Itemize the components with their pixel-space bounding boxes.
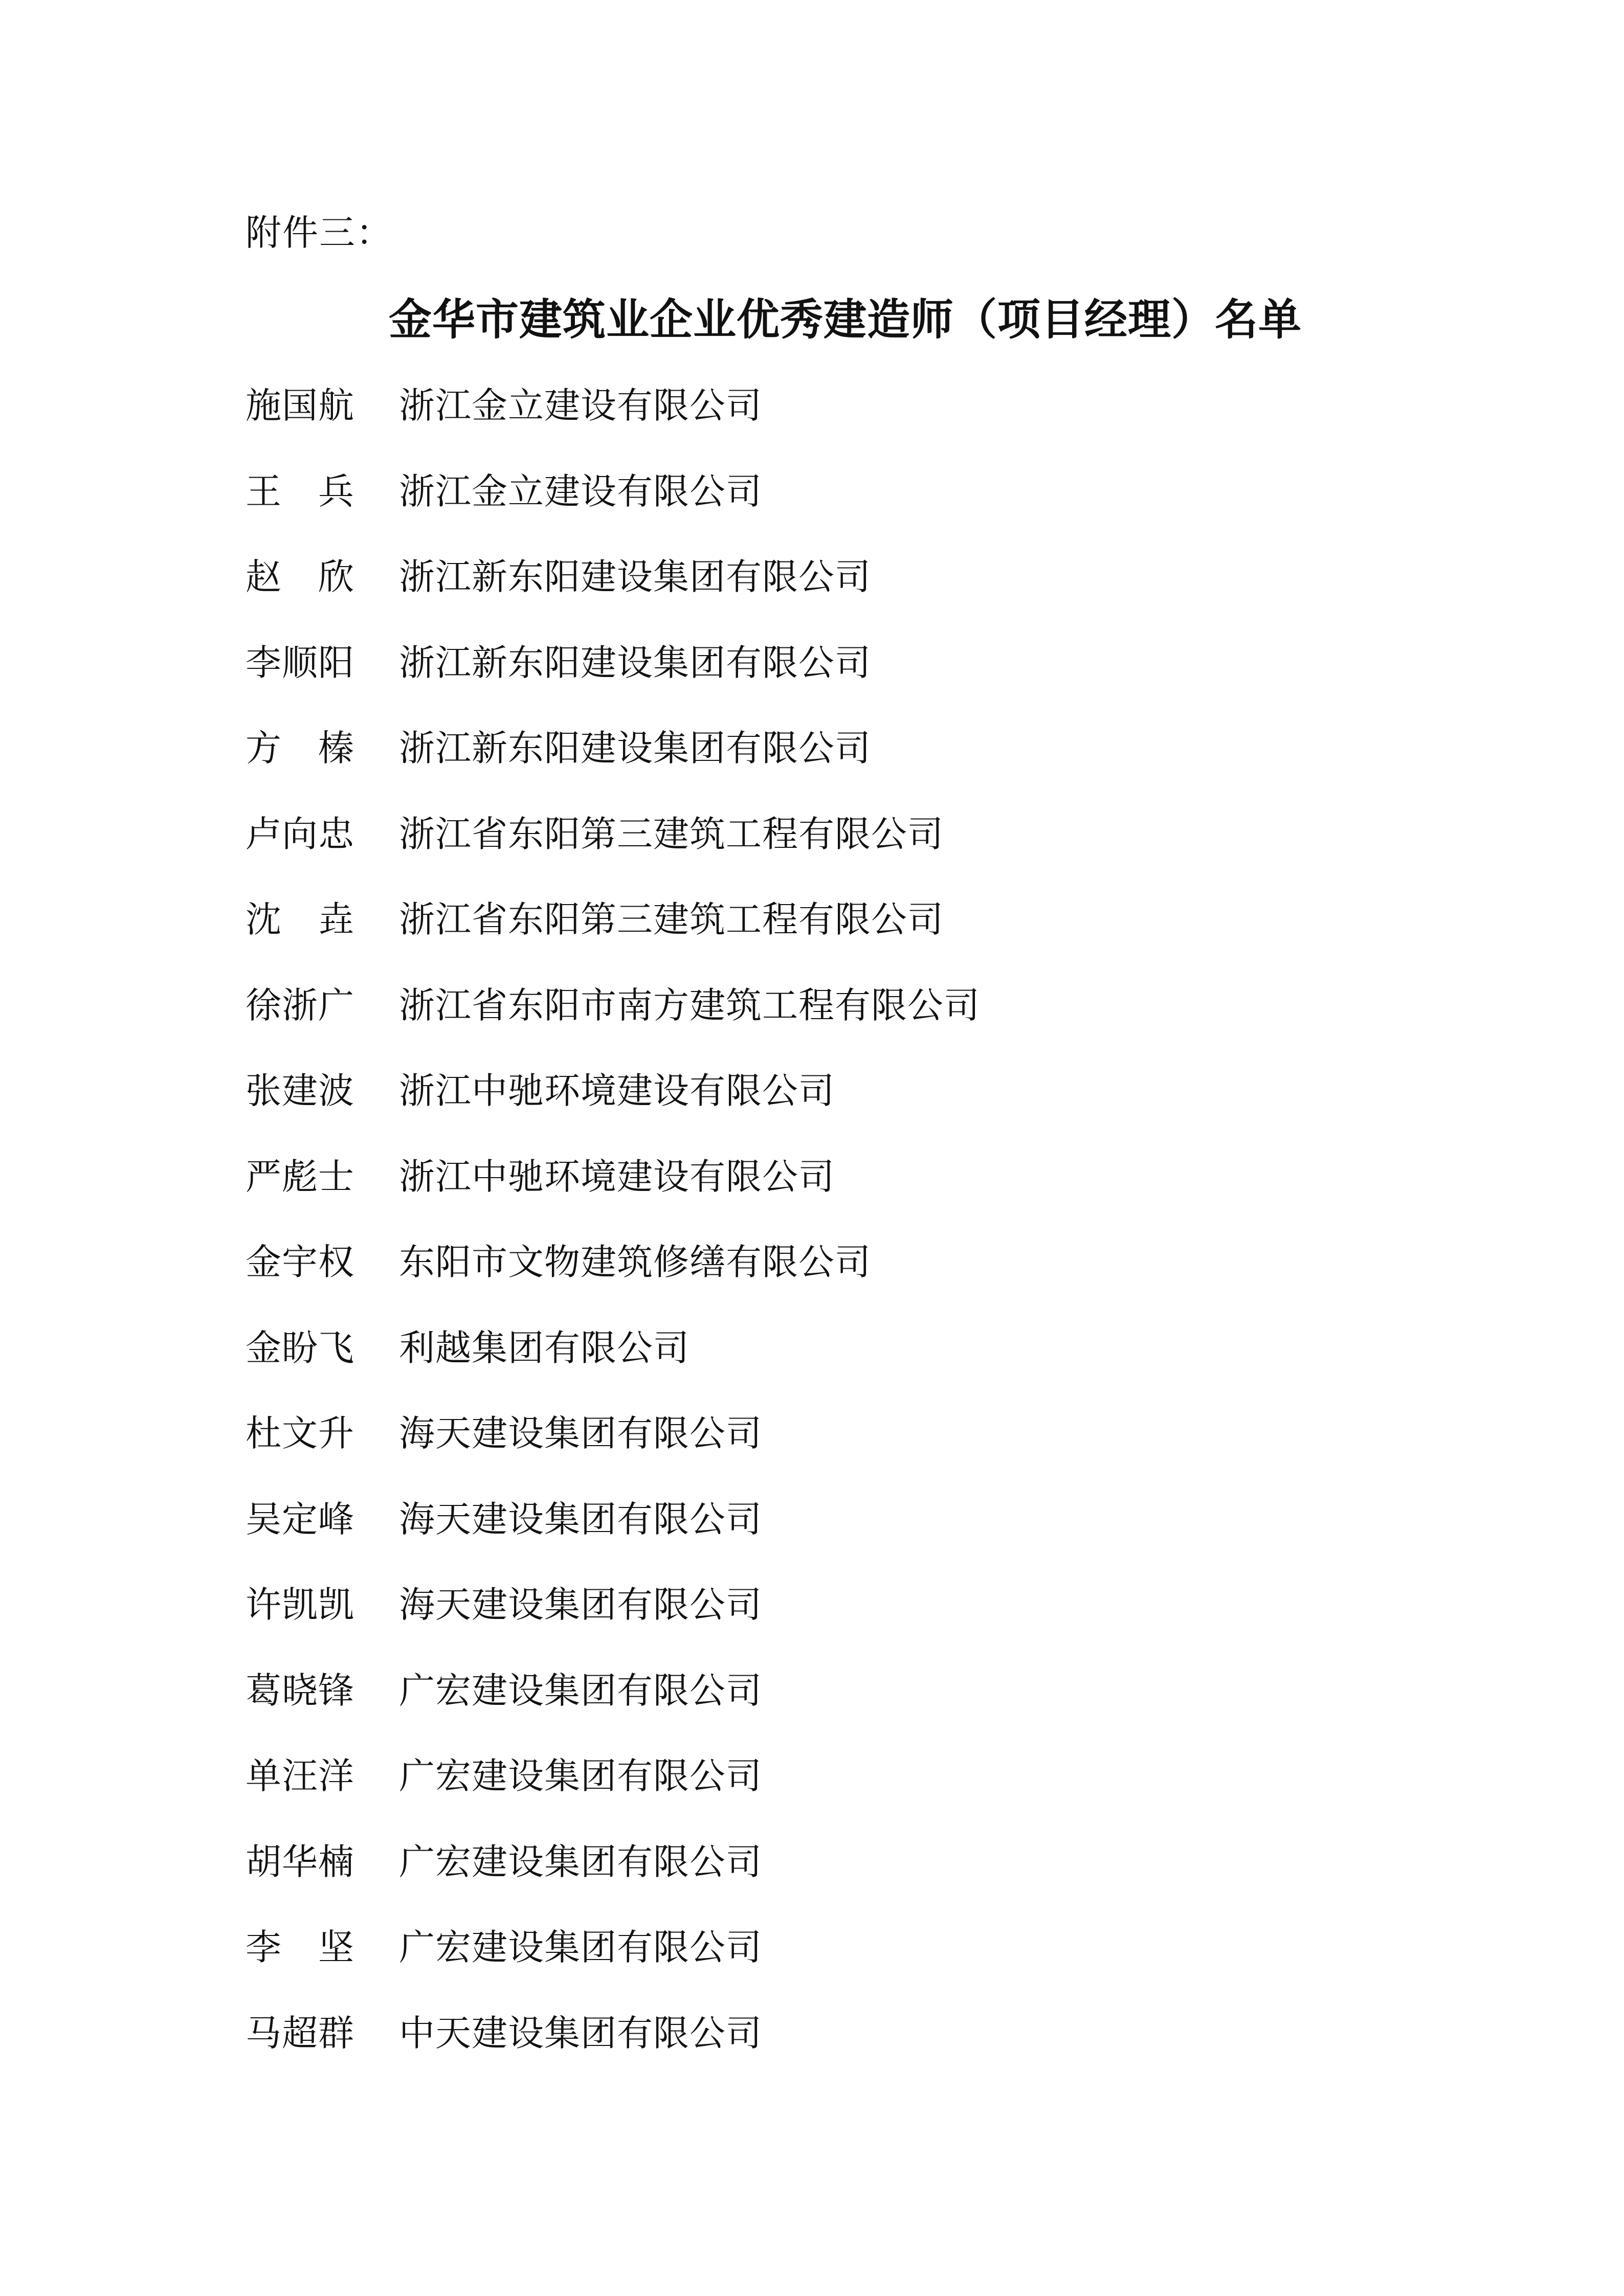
company-name: 海天建设集团有限公司 <box>399 1412 762 1454</box>
company-name: 东阳市文物建筑修缮有限公司 <box>399 1241 871 1283</box>
roster-row <box>246 640 980 726</box>
company-name: 浙江省东阳第三建筑工程有限公司 <box>399 813 944 855</box>
roster-row <box>246 1239 980 1325</box>
person-name: 施国航 <box>246 385 354 426</box>
company-name: 浙江省东阳市南方建筑工程有限公司 <box>399 984 980 1026</box>
person-name: 严彪士 <box>246 1155 354 1198</box>
company-name: 浙江省东阳第三建筑工程有限公司 <box>399 898 944 940</box>
company-name: 浙江新东阳建设集团有限公司 <box>399 641 871 684</box>
person-name: 张建波 <box>246 1070 354 1112</box>
person-name: 胡华楠 <box>246 1840 354 1883</box>
roster-row <box>246 811 980 897</box>
roster-row <box>246 982 980 1068</box>
company-name: 利越集团有限公司 <box>399 1326 689 1369</box>
roster-row <box>246 1410 980 1496</box>
company-name: 浙江金立建设有限公司 <box>399 385 762 426</box>
company-name: 广宏建设集团有限公司 <box>399 1926 762 1968</box>
company-name: 海天建设集团有限公司 <box>399 1584 762 1626</box>
company-name: 浙江新东阳建设集团有限公司 <box>399 727 871 769</box>
roster-row <box>246 1068 980 1154</box>
person-name: 吴定峰 <box>246 1498 354 1540</box>
person-name: 葛晓锋 <box>246 1669 354 1712</box>
person-name: 方 榛 <box>246 727 354 769</box>
roster-row <box>246 1496 980 1582</box>
company-name: 浙江中驰环境建设有限公司 <box>399 1070 835 1112</box>
company-name: 海天建设集团有限公司 <box>399 1498 762 1540</box>
person-name: 王 兵 <box>246 470 354 512</box>
roster-row <box>246 1325 980 1411</box>
person-name: 李 坚 <box>246 1926 354 1968</box>
roster-row <box>246 1668 980 1753</box>
company-name: 广宏建设集团有限公司 <box>399 1755 762 1797</box>
roster-row <box>246 382 980 468</box>
roster-row <box>246 725 980 811</box>
person-name: 单汪洋 <box>246 1755 354 1797</box>
roster-row <box>246 1582 980 1668</box>
person-name: 沈 垚 <box>246 898 354 940</box>
company-name: 广宏建设集团有限公司 <box>399 1669 762 1712</box>
person-name: 李顺阳 <box>246 641 354 684</box>
person-name: 杜文升 <box>246 1412 354 1454</box>
company-name: 中天建设集团有限公司 <box>399 2012 762 2054</box>
roster-row <box>246 1924 980 2010</box>
roster-list <box>246 382 980 2096</box>
roster-row <box>246 1839 980 1925</box>
person-name: 赵 欣 <box>246 556 354 598</box>
company-name: 浙江金立建设有限公司 <box>399 470 762 512</box>
company-name: 浙江新东阳建设集团有限公司 <box>399 556 871 598</box>
attachment-label: 附件三： <box>246 212 393 254</box>
person-name: 马超群 <box>246 2012 354 2054</box>
document-title: 金华市建筑业企业优秀建造师（项目经理）名单 <box>388 295 1302 345</box>
person-name: 许凯凯 <box>246 1584 354 1626</box>
roster-row <box>246 2010 980 2096</box>
roster-row <box>246 896 980 982</box>
person-name: 金宇权 <box>246 1241 354 1283</box>
roster-row <box>246 554 980 640</box>
roster-row <box>246 468 980 554</box>
company-name: 浙江中驰环境建设有限公司 <box>399 1155 835 1198</box>
person-name: 卢向忠 <box>246 813 354 855</box>
person-name: 徐浙广 <box>246 984 354 1026</box>
roster-row <box>246 1154 980 1240</box>
company-name: 广宏建设集团有限公司 <box>399 1840 762 1883</box>
person-name: 金盼飞 <box>246 1326 354 1369</box>
roster-row <box>246 1753 980 1839</box>
